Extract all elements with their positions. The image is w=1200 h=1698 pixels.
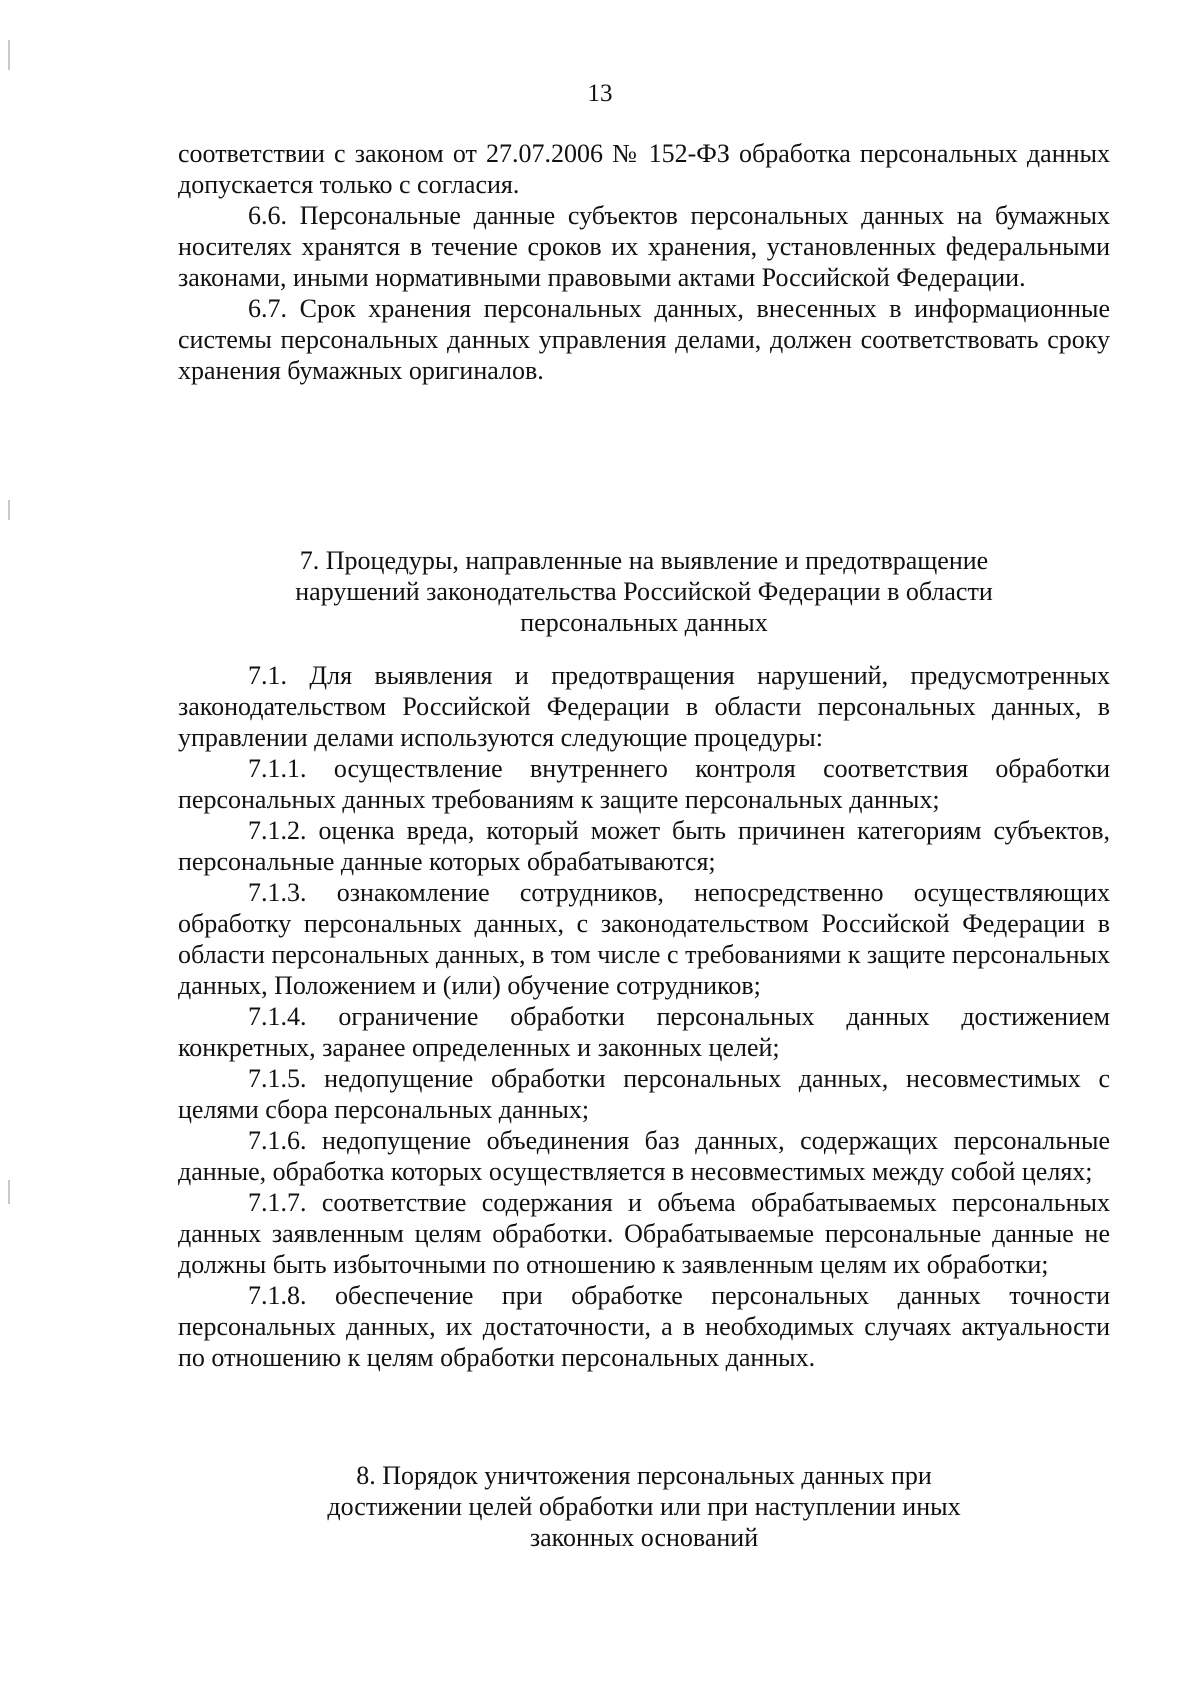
section-7-heading-line1: 7. Процедуры, направленные на выявление и предотвращение	[299, 546, 989, 575]
paragraph-6-7: 6.7. Срок хранения персональных данных, внесенных в информационные системы персональных данных управления делами, должен соответствовать сроку хранения бумажных оригиналов.	[178, 294, 1110, 385]
paragraph-7-1-4: 7.1.4. ограничение обработки персональных данных достижением конкретных, заранее определенных и законных целей;	[178, 1002, 1110, 1062]
section-8-heading	[178, 1460, 1110, 1553]
section-8-heading-line2: достижении целей обработки или при наступлении иных	[327, 1492, 961, 1521]
section-8-heading-line3: законных оснований	[529, 1523, 759, 1552]
paragraph-7-1-7: 7.1.7. соответствие содержания и объема обрабатываемых персональных данных заявленным целям обработки. Обрабатываемые персональные данные не должны быть избыточными по отношению к заявленным целям их обработки;	[178, 1188, 1110, 1279]
page-number: 13	[587, 80, 613, 107]
paragraph-6-6: 6.6. Персональные данные субъектов персональных данных на бумажных носителях хранятся в течение сроков их хранения, установленных федеральными законами, иными нормативными правовыми актами Российской Федерации.	[178, 201, 1110, 292]
paragraph-7-1: 7.1. Для выявления и предотвращения нарушений, предусмотренных законодательством Российской Федерации в области персональных данных, в управлении делами используются следующие процедуры:	[178, 661, 1110, 752]
section-8-heading-line1: 8. Порядок уничтожения персональных данных при	[356, 1461, 932, 1490]
scan-artifact	[8, 1180, 10, 1204]
top-text-block	[178, 138, 1110, 386]
scan-artifact	[8, 500, 10, 520]
section-7-heading-line2: нарушений законодательства Российской Федерации в области	[295, 577, 993, 606]
section-7-body	[178, 660, 1110, 1373]
section-7-heading	[178, 545, 1110, 638]
paragraph-7-1-5: 7.1.5. недопущение обработки персональных данных, несовместимых с целями сбора персональных данных;	[178, 1064, 1110, 1124]
paragraph-continuation: соответствии с законом от 27.07.2006 № 152-ФЗ обработка персональных данных допускается только с согласия.	[178, 139, 1110, 199]
scan-artifact	[8, 40, 10, 70]
paragraph-7-1-3: 7.1.3. ознакомление сотрудников, непосредственно осуществляющих обработку персональных данных, с законодательством Российской Федерации в области персональных данных, в том числе с требованиями к защите персональных данных, Положением и (или) обучение сотрудников;	[178, 878, 1110, 1000]
paragraph-7-1-8: 7.1.8. обеспечение при обработке персональных данных точности персональных данных, их достаточности, а в необходимых случаях актуальности по отношению к целям обработки персональных данных.	[178, 1281, 1110, 1372]
paragraph-7-1-6: 7.1.6. недопущение объединения баз данных, содержащих персональные данные, обработка которых осуществляется в несовместимых между собой целях;	[178, 1126, 1110, 1186]
paragraph-7-1-1: 7.1.1. осуществление внутреннего контроля соответствия обработки персональных данных требованиям к защите персональных данных;	[178, 754, 1110, 814]
section-7-heading-line3: персональных данных	[520, 608, 768, 637]
paragraph-7-1-2: 7.1.2. оценка вреда, который может быть причинен категориям субъектов, персональные данные которых обрабатываются;	[178, 816, 1110, 876]
